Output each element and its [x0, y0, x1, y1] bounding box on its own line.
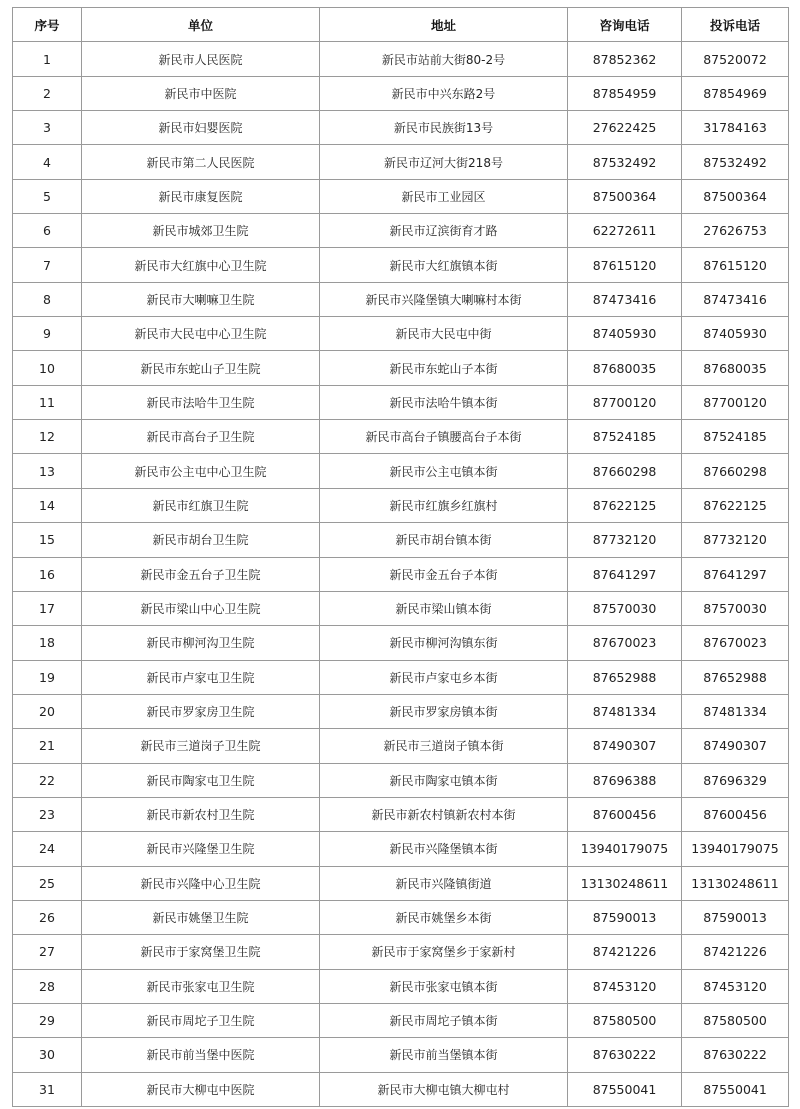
cell-index: 9: [13, 317, 82, 351]
cell-unit: 新民市三道岗子卫生院: [82, 729, 320, 763]
cell-consult-phone: 87852362: [568, 42, 682, 76]
cell-consult-phone: 87550041: [568, 1072, 682, 1106]
cell-complaint-phone: 31784163: [682, 111, 789, 145]
cell-unit: 新民市金五台子卫生院: [82, 557, 320, 591]
cell-complaint-phone: 87520072: [682, 42, 789, 76]
cell-address: 新民市新农村镇新农村本街: [320, 797, 568, 831]
cell-complaint-phone: 87500364: [682, 179, 789, 213]
cell-address: 新民市红旗乡红旗村: [320, 488, 568, 522]
cell-index: 7: [13, 248, 82, 282]
table-row: [13, 591, 789, 625]
cell-consult-phone: 87660298: [568, 454, 682, 488]
cell-index: 14: [13, 488, 82, 522]
cell-complaint-phone: 87670023: [682, 626, 789, 660]
cell-complaint-phone: 87641297: [682, 557, 789, 591]
hospital-table: [12, 7, 789, 1107]
table-row: [13, 351, 789, 385]
cell-index: 4: [13, 145, 82, 179]
cell-consult-phone: 87696388: [568, 763, 682, 797]
cell-index: 23: [13, 797, 82, 831]
table-row: [13, 866, 789, 900]
table-row: [13, 935, 789, 969]
cell-index: 6: [13, 214, 82, 248]
table-row: [13, 145, 789, 179]
cell-complaint-phone: 87570030: [682, 591, 789, 625]
cell-consult-phone: 13940179075: [568, 832, 682, 866]
cell-unit: 新民市中医院: [82, 76, 320, 110]
cell-consult-phone: 87405930: [568, 317, 682, 351]
cell-address: 新民市民族街13号: [320, 111, 568, 145]
cell-index: 3: [13, 111, 82, 145]
cell-consult-phone: 87670023: [568, 626, 682, 660]
table-row: [13, 832, 789, 866]
cell-complaint-phone: 87550041: [682, 1072, 789, 1106]
cell-index: 16: [13, 557, 82, 591]
table-row: [13, 729, 789, 763]
cell-index: 29: [13, 1003, 82, 1037]
table-row: [13, 179, 789, 213]
cell-address: 新民市罗家房镇本街: [320, 694, 568, 728]
cell-unit: 新民市胡台卫生院: [82, 523, 320, 557]
table-row: [13, 420, 789, 454]
cell-address: 新民市大民屯中街: [320, 317, 568, 351]
cell-consult-phone: 87453120: [568, 969, 682, 1003]
table-row: [13, 214, 789, 248]
cell-complaint-phone: 27626753: [682, 214, 789, 248]
cell-address: 新民市辽河大街218号: [320, 145, 568, 179]
header-unit: 单位: [82, 8, 320, 42]
cell-complaint-phone: 87590013: [682, 900, 789, 934]
cell-consult-phone: 87700120: [568, 385, 682, 419]
hospital-directory: [12, 7, 789, 1107]
cell-complaint-phone: 87696329: [682, 763, 789, 797]
cell-address: 新民市姚堡乡本街: [320, 900, 568, 934]
cell-consult-phone: 62272611: [568, 214, 682, 248]
cell-address: 新民市胡台镇本街: [320, 523, 568, 557]
cell-complaint-phone: 87732120: [682, 523, 789, 557]
table-row: [13, 248, 789, 282]
cell-index: 13: [13, 454, 82, 488]
header-complaint-phone: 投诉电话: [682, 8, 789, 42]
cell-consult-phone: 87421226: [568, 935, 682, 969]
cell-unit: 新民市梁山中心卫生院: [82, 591, 320, 625]
cell-unit: 新民市姚堡卫生院: [82, 900, 320, 934]
cell-address: 新民市兴隆堡镇本街: [320, 832, 568, 866]
cell-index: 8: [13, 282, 82, 316]
cell-unit: 新民市高台子卫生院: [82, 420, 320, 454]
cell-consult-phone: 87481334: [568, 694, 682, 728]
cell-unit: 新民市红旗卫生院: [82, 488, 320, 522]
cell-unit: 新民市第二人民医院: [82, 145, 320, 179]
table-row: [13, 660, 789, 694]
cell-unit: 新民市大民屯中心卫生院: [82, 317, 320, 351]
cell-unit: 新民市于家窝堡卫生院: [82, 935, 320, 969]
cell-complaint-phone: 87490307: [682, 729, 789, 763]
cell-index: 21: [13, 729, 82, 763]
table-row: [13, 523, 789, 557]
table-row: [13, 1038, 789, 1072]
table-row: [13, 1072, 789, 1106]
cell-complaint-phone: 87652988: [682, 660, 789, 694]
cell-index: 1: [13, 42, 82, 76]
cell-index: 31: [13, 1072, 82, 1106]
cell-address: 新民市于家窝堡乡于家新村: [320, 935, 568, 969]
table-row: [13, 317, 789, 351]
cell-complaint-phone: 87700120: [682, 385, 789, 419]
cell-address: 新民市大红旗镇本街: [320, 248, 568, 282]
cell-index: 18: [13, 626, 82, 660]
cell-unit: 新民市周坨子卫生院: [82, 1003, 320, 1037]
cell-index: 2: [13, 76, 82, 110]
cell-unit: 新民市大柳屯中医院: [82, 1072, 320, 1106]
cell-complaint-phone: 87680035: [682, 351, 789, 385]
cell-complaint-phone: 87615120: [682, 248, 789, 282]
cell-consult-phone: 87641297: [568, 557, 682, 591]
cell-complaint-phone: 87660298: [682, 454, 789, 488]
cell-consult-phone: 87570030: [568, 591, 682, 625]
cell-index: 22: [13, 763, 82, 797]
cell-consult-phone: 87590013: [568, 900, 682, 934]
cell-consult-phone: 87615120: [568, 248, 682, 282]
cell-address: 新民市兴隆堡镇大喇嘛村本街: [320, 282, 568, 316]
cell-index: 25: [13, 866, 82, 900]
cell-address: 新民市金五台子本街: [320, 557, 568, 591]
table-row: [13, 557, 789, 591]
table-row: [13, 1003, 789, 1037]
table-row: [13, 797, 789, 831]
cell-index: 19: [13, 660, 82, 694]
cell-unit: 新民市陶家屯卫生院: [82, 763, 320, 797]
cell-index: 5: [13, 179, 82, 213]
cell-address: 新民市卢家屯乡本街: [320, 660, 568, 694]
cell-address: 新民市高台子镇腰高台子本街: [320, 420, 568, 454]
table-row: [13, 454, 789, 488]
cell-address: 新民市中兴东路2号: [320, 76, 568, 110]
cell-consult-phone: 87473416: [568, 282, 682, 316]
table-row: [13, 76, 789, 110]
cell-complaint-phone: 87630222: [682, 1038, 789, 1072]
cell-complaint-phone: 87405930: [682, 317, 789, 351]
cell-unit: 新民市法哈牛卫生院: [82, 385, 320, 419]
cell-index: 10: [13, 351, 82, 385]
cell-complaint-phone: 87453120: [682, 969, 789, 1003]
cell-address: 新民市柳河沟镇东街: [320, 626, 568, 660]
table-header-row: [13, 8, 789, 42]
cell-unit: 新民市卢家屯卫生院: [82, 660, 320, 694]
header-address: 地址: [320, 8, 568, 42]
cell-consult-phone: 87532492: [568, 145, 682, 179]
cell-consult-phone: 87732120: [568, 523, 682, 557]
cell-unit: 新民市大红旗中心卫生院: [82, 248, 320, 282]
cell-complaint-phone: 13130248611: [682, 866, 789, 900]
table-row: [13, 694, 789, 728]
cell-unit: 新民市妇婴医院: [82, 111, 320, 145]
cell-complaint-phone: 13940179075: [682, 832, 789, 866]
cell-complaint-phone: 87524185: [682, 420, 789, 454]
cell-unit: 新民市兴隆堡卫生院: [82, 832, 320, 866]
cell-consult-phone: 87622125: [568, 488, 682, 522]
header-index: 序号: [13, 8, 82, 42]
cell-address: 新民市辽滨街育才路: [320, 214, 568, 248]
cell-address: 新民市公主屯镇本街: [320, 454, 568, 488]
cell-consult-phone: 87854959: [568, 76, 682, 110]
cell-unit: 新民市柳河沟卫生院: [82, 626, 320, 660]
cell-unit: 新民市公主屯中心卫生院: [82, 454, 320, 488]
cell-complaint-phone: 87481334: [682, 694, 789, 728]
cell-address: 新民市梁山镇本街: [320, 591, 568, 625]
cell-index: 28: [13, 969, 82, 1003]
cell-index: 27: [13, 935, 82, 969]
cell-complaint-phone: 87854969: [682, 76, 789, 110]
cell-address: 新民市东蛇山子本街: [320, 351, 568, 385]
cell-unit: 新民市东蛇山子卫生院: [82, 351, 320, 385]
cell-complaint-phone: 87473416: [682, 282, 789, 316]
table-body: [13, 42, 789, 1107]
cell-consult-phone: 87500364: [568, 179, 682, 213]
cell-address: 新民市站前大街80-2号: [320, 42, 568, 76]
cell-consult-phone: 87580500: [568, 1003, 682, 1037]
table-row: [13, 900, 789, 934]
cell-unit: 新民市兴隆中心卫生院: [82, 866, 320, 900]
cell-complaint-phone: 87622125: [682, 488, 789, 522]
cell-complaint-phone: 87600456: [682, 797, 789, 831]
cell-address: 新民市法哈牛镇本街: [320, 385, 568, 419]
cell-unit: 新民市前当堡中医院: [82, 1038, 320, 1072]
cell-unit: 新民市城郊卫生院: [82, 214, 320, 248]
cell-unit: 新民市人民医院: [82, 42, 320, 76]
cell-consult-phone: 87680035: [568, 351, 682, 385]
cell-index: 30: [13, 1038, 82, 1072]
table-row: [13, 42, 789, 76]
cell-index: 11: [13, 385, 82, 419]
cell-address: 新民市张家屯镇本街: [320, 969, 568, 1003]
cell-complaint-phone: 87532492: [682, 145, 789, 179]
cell-complaint-phone: 87580500: [682, 1003, 789, 1037]
cell-consult-phone: 87600456: [568, 797, 682, 831]
cell-consult-phone: 87652988: [568, 660, 682, 694]
table-row: [13, 626, 789, 660]
table-row: [13, 111, 789, 145]
table-row: [13, 969, 789, 1003]
cell-index: 12: [13, 420, 82, 454]
cell-consult-phone: 87524185: [568, 420, 682, 454]
cell-index: 20: [13, 694, 82, 728]
table-row: [13, 385, 789, 419]
cell-address: 新民市前当堡镇本街: [320, 1038, 568, 1072]
cell-index: 15: [13, 523, 82, 557]
cell-index: 24: [13, 832, 82, 866]
header-consult-phone: 咨询电话: [568, 8, 682, 42]
cell-address: 新民市周坨子镇本街: [320, 1003, 568, 1037]
cell-index: 17: [13, 591, 82, 625]
cell-consult-phone: 87630222: [568, 1038, 682, 1072]
cell-index: 26: [13, 900, 82, 934]
cell-unit: 新民市张家屯卫生院: [82, 969, 320, 1003]
cell-consult-phone: 13130248611: [568, 866, 682, 900]
cell-address: 新民市陶家屯镇本街: [320, 763, 568, 797]
cell-address: 新民市三道岗子镇本街: [320, 729, 568, 763]
cell-unit: 新民市新农村卫生院: [82, 797, 320, 831]
table-row: [13, 282, 789, 316]
table-row: [13, 488, 789, 522]
cell-unit: 新民市罗家房卫生院: [82, 694, 320, 728]
cell-address: 新民市工业园区: [320, 179, 568, 213]
table-row: [13, 763, 789, 797]
cell-unit: 新民市康复医院: [82, 179, 320, 213]
cell-complaint-phone: 87421226: [682, 935, 789, 969]
cell-consult-phone: 87490307: [568, 729, 682, 763]
cell-address: 新民市兴隆镇街道: [320, 866, 568, 900]
cell-unit: 新民市大喇嘛卫生院: [82, 282, 320, 316]
cell-address: 新民市大柳屯镇大柳屯村: [320, 1072, 568, 1106]
cell-consult-phone: 27622425: [568, 111, 682, 145]
